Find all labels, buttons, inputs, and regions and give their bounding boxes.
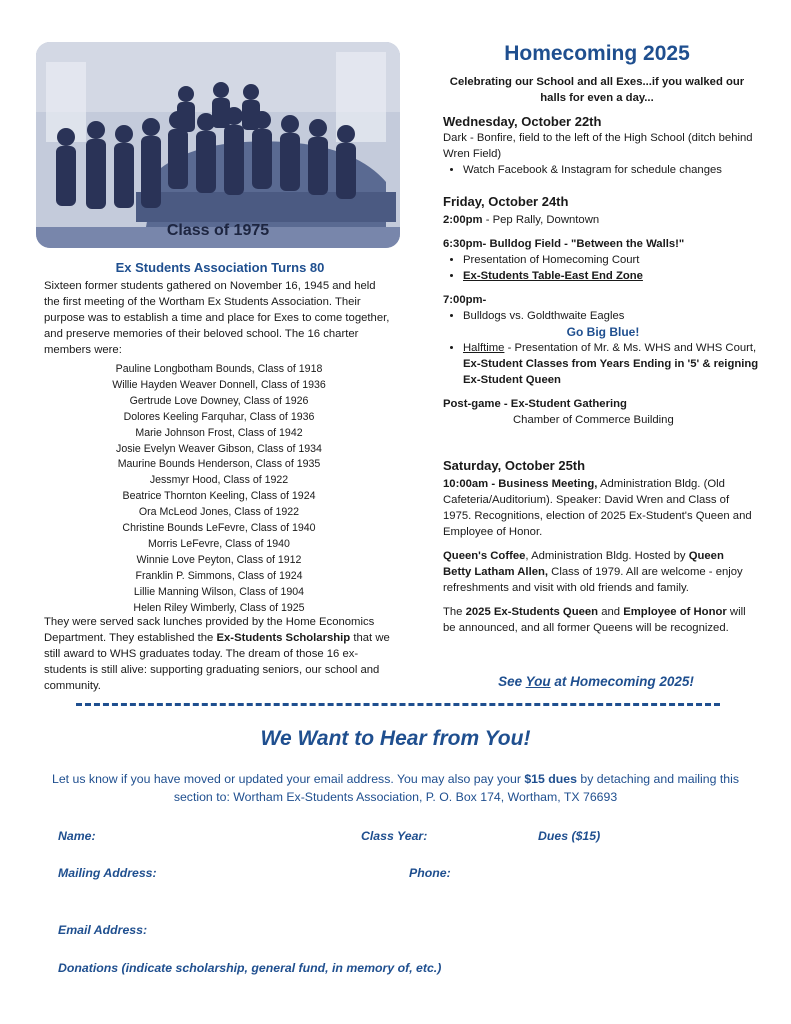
announce-text3: will be announced, and all former Queens will be recognized. — [443, 606, 746, 634]
email-label: Email Address: — [58, 923, 148, 937]
charter-member: Morris LeFevre, Class of 1940 — [148, 537, 290, 550]
field-heading: 6:30pm- Bulldog Field - "Between the Walls!" — [443, 238, 685, 250]
field-bullet-table: • Ex-Students Table-East End Zone — [463, 268, 763, 284]
charter-member: Pauline Longbotham Bounds, Class of 1918 — [115, 363, 323, 375]
wednesday-line: Dark - Bonfire, field to the left of the High School (ditch behind Wren Field) — [443, 132, 753, 160]
go-big-blue: Go Big Blue! — [566, 325, 640, 339]
charter-member: Helen Riley Wimberly, Class of 1925 — [133, 601, 305, 614]
friday-heading: Friday, October 24th — [443, 194, 569, 209]
dues-label: Dues ($15) — [538, 829, 601, 843]
see-you-line — [443, 674, 749, 689]
homecoming-subtitle: Celebrating our School and all Exes...if you walked our halls for even a day... — [449, 76, 745, 104]
charter-member: Ora McLeod Jones, Class of 1922 — [138, 506, 300, 519]
saturday-announce — [443, 604, 753, 636]
charter-member: Marie Johnson Frost, Class of 1942 — [135, 426, 303, 439]
closing-2: that we still award to WHS graduates today. The dream of those 16 ex-students is still alive: supporting graduating seniors, our school and community. — [44, 632, 390, 692]
form-intro-2: by detaching and mailing this section to: Wortham Ex-Students Association, P. O. Box 174, Wortham, TX 76693 — [173, 772, 739, 804]
homecoming-title: Homecoming 2025 — [504, 42, 690, 65]
halftime-text: - Presentation of Mr. & Ms. WHS and WHS Court, — [504, 342, 757, 354]
see-you-1: See — [498, 674, 526, 689]
coffee-text2: Class of 1979. All are welcome - enjoy refreshments and visit with old friends and family. — [443, 566, 743, 594]
charter-member: Maurine Bounds Henderson, Class of 1935 — [117, 458, 321, 471]
charter-member: Willie Hayden Weaver Donnell, Class of 1936 — [112, 378, 326, 391]
phone-label: Phone: — [409, 866, 451, 880]
field-bullet-court: • Presentation of Homecoming Court — [463, 252, 763, 268]
class-photo-illustration — [36, 42, 400, 248]
wednesday-heading: Wednesday, October 22th — [443, 114, 602, 129]
charter-member: Christine Bounds LeFevre, Class of 1940 — [122, 522, 316, 535]
charter-member: Winnie Love Peyton, Class of 1912 — [136, 553, 302, 566]
name-label: Name: — [58, 829, 96, 843]
form-intro-1: Let us know if you have moved or updated your email address. You may also pay your — [52, 772, 525, 786]
wednesday-bullet: • Watch Facebook & Instagram for schedule changes — [463, 162, 763, 178]
postgame-place: Chamber of Commerce Building — [513, 414, 674, 426]
ex-students-title: Ex Students Association Turns 80 — [115, 260, 325, 275]
pep-time: 2:00pm — [443, 214, 483, 226]
charter-member: Gertrude Love Downey, Class of 1926 — [129, 394, 309, 407]
coffee-text1: , Administration Bldg. Hosted by — [525, 550, 689, 562]
donations-label: Donations (indicate scholarship, general fund, in memory of, etc.) — [58, 961, 442, 975]
charter-member: Lillie Manning Wilson, Class of 1904 — [133, 585, 305, 598]
charter-member: Franklin P. Simmons, Class of 1924 — [135, 569, 303, 582]
saturday-coffee — [443, 548, 753, 596]
meeting-text: Administration Bldg. (Old Cafeteria/Auditorium). Speaker: David Wren and Class of 1975. Recognitions, election of 2025 Ex-Student's Queen and Employee of Honor. — [443, 478, 752, 538]
saturday-heading: Saturday, October 25th — [443, 458, 586, 473]
ex-students-closing — [44, 614, 394, 694]
halftime-label: Halftime — [463, 342, 505, 354]
class-year-label: Class Year: — [361, 829, 428, 843]
photo-caption: Class of 1975 — [166, 222, 270, 239]
announce-text1: The — [443, 606, 466, 618]
closing-bold: Ex-Students Scholarship — [216, 632, 351, 644]
form-intro-bold: $15 dues — [524, 772, 577, 786]
coffee-bold: Queen's Coffee — [443, 550, 526, 562]
saturday-meeting — [443, 476, 753, 540]
coffee-bold2: Queen Betty Latham Allen, — [443, 550, 724, 578]
announce-bold1: 2025 Ex-Students Queen — [465, 606, 599, 618]
schedule-wednesday — [443, 114, 763, 178]
pep-text: - Pep Rally, Downtown — [482, 214, 600, 226]
class-photo — [36, 42, 400, 248]
charter-member: Dolores Keeling Farquhar, Class of 1936 — [123, 410, 315, 423]
form-title: We Want to Hear from You! — [260, 727, 531, 750]
ex-students-intro: Sixteen former students gathered on November 16, 1945 and held the first meeting of the Wortham Ex Students Association. Their purpose was to establish a time and place for Exes to come together, and preserve memories of their beloved school. The 16 charter members were: — [44, 280, 390, 356]
mailing-label: Mailing Address: — [58, 866, 157, 880]
charter-members-list — [44, 362, 394, 617]
halftime-bullet — [463, 340, 763, 388]
game-time: 7:00pm- — [443, 294, 487, 306]
halftime-bold: Ex-Student Classes from Years Ending in '5' & reigning Ex-Student Queen — [463, 358, 759, 386]
form-intro — [40, 770, 751, 806]
charter-member: Jessmyr Hood, Class of 1922 — [149, 474, 289, 487]
announce-text2: and — [598, 606, 624, 618]
charter-member: Beatrice Thornton Keeling, Class of 1924 — [122, 490, 316, 503]
closing-1: They were served sack lunches provided by the Home Economics Department. They established the — [44, 616, 375, 644]
announce-bold2: Employee of Honor — [623, 606, 727, 618]
charter-member: Josie Evelyn Weaver Gibson, Class of 1934 — [116, 442, 322, 455]
schedule-friday — [443, 194, 763, 428]
detach-divider — [76, 703, 720, 706]
see-you-3: at Homecoming 2025! — [550, 674, 694, 689]
see-you-2: You — [525, 674, 551, 689]
postgame-heading: Post-game - Ex-Student Gathering — [443, 398, 627, 410]
schedule-saturday — [443, 458, 753, 636]
meeting-bold: 10:00am - Business Meeting, — [443, 478, 598, 490]
game-bullet: • Bulldogs vs. Goldthwaite Eagles — [463, 308, 763, 324]
